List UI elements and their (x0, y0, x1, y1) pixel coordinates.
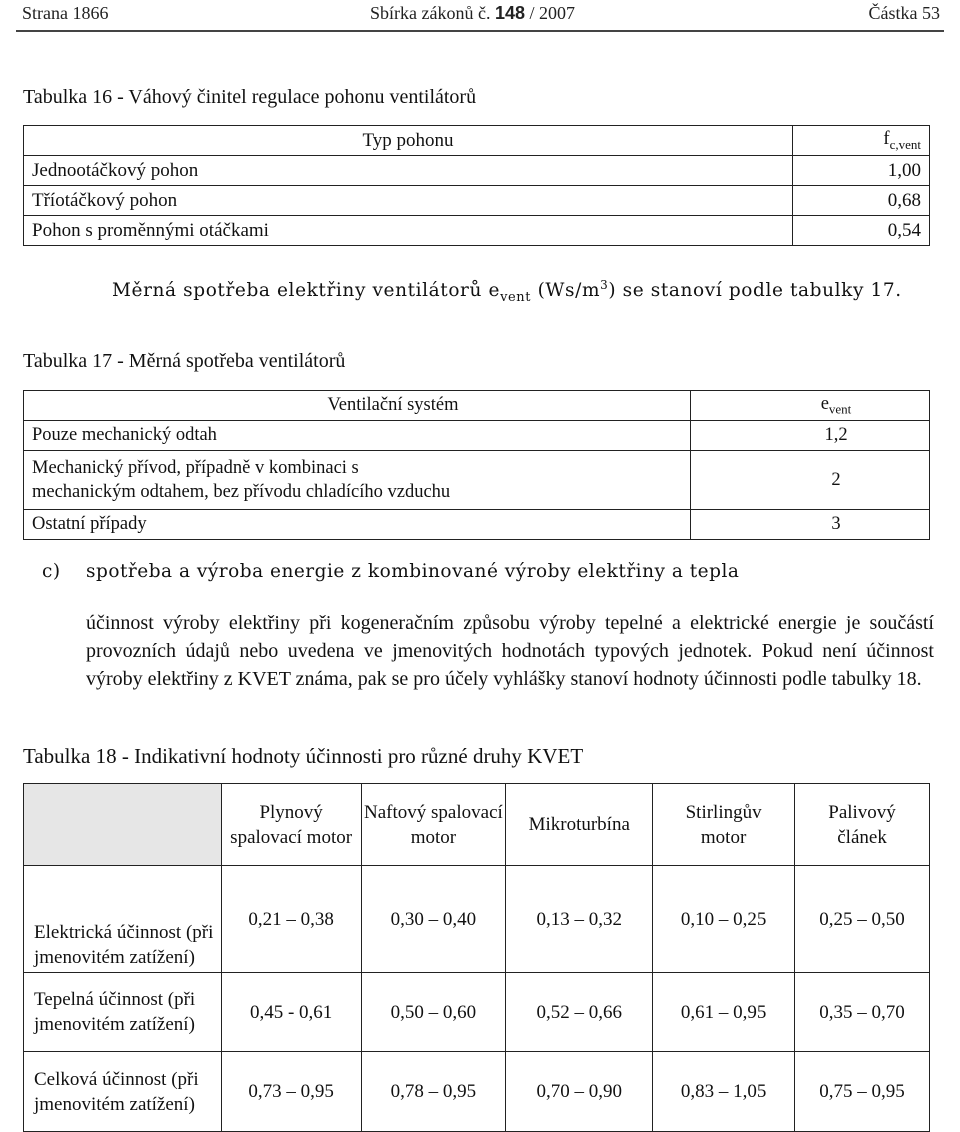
ventilator-paragraph (112, 270, 934, 313)
table-row (24, 866, 930, 973)
table-header-row (24, 391, 930, 421)
table16-col1-header: Typ pohonu (24, 126, 793, 156)
row-value: 2 (691, 451, 930, 510)
table17-col2-header (691, 391, 930, 421)
e-symbol: e (820, 393, 829, 414)
f-symbol: f (883, 128, 890, 150)
row-value: 0,25 – 0,50 (795, 866, 930, 973)
row-label: Mechanický přívod, případně v kombinaci s mechanickým odtahem, bez přívodu chladícího vzduchu (24, 451, 691, 510)
table16 (23, 125, 930, 246)
table-row (24, 216, 930, 246)
table18-corner-cell (24, 784, 222, 866)
table17-caption: Tabulka 17 - Měrná spotřeba ventilátorů (23, 350, 346, 372)
law-number: 148 (494, 3, 526, 23)
section-c-marker: c) (42, 561, 61, 582)
row-value: 1,2 (691, 421, 930, 451)
row-label: Ostatní případy (24, 510, 691, 540)
row-value: 0,52 – 0,66 (506, 973, 653, 1052)
table17 (23, 390, 930, 540)
row-value: 0,75 – 0,95 (795, 1052, 930, 1132)
row-label: Elektrická účinnost (při jmenovitém zatížení) (24, 866, 222, 973)
table18 (23, 783, 930, 1132)
row-value: 0,54 (793, 216, 930, 246)
row-value: 0,30 – 0,40 (361, 866, 506, 973)
table-row (24, 1052, 930, 1132)
table17-col1-header: Ventilační systém (24, 391, 691, 421)
row-value: 0,78 – 0,95 (361, 1052, 506, 1132)
para1-text-before: Měrná spotřeba elektřiny ventilátorů e (112, 280, 501, 302)
row-label: Tříotáčkový pohon (24, 186, 793, 216)
para1-subscript: vent (500, 289, 532, 305)
table-row (24, 973, 930, 1052)
e-subscript: vent (828, 401, 852, 417)
page-number: Strana 1866 (22, 3, 109, 23)
row-value: 0,50 – 0,60 (361, 973, 506, 1052)
row-value: 0,21 – 0,38 (221, 866, 361, 973)
law-year: / 2007 (525, 3, 576, 23)
table-row (24, 186, 930, 216)
para1-text-mid: (Ws/m (531, 280, 601, 302)
row-value: 0,68 (793, 186, 930, 216)
table-row (24, 451, 930, 510)
row-value: 0,70 – 0,90 (506, 1052, 653, 1132)
row-label: Tepelná účinnost (při jmenovitém zatížení) (24, 973, 222, 1052)
table18-header-diesel-engine: Naftový spalovací motor (361, 784, 506, 866)
table-row (24, 156, 930, 186)
table16-caption: Tabulka 16 - Váhový činitel regulace pohonu ventilátorů (23, 86, 477, 108)
row-value: 1,00 (793, 156, 930, 186)
row-label: Pouze mechanický odtah (24, 421, 691, 451)
row-value: 3 (691, 510, 930, 540)
table-header-row (24, 784, 930, 866)
table-row (24, 510, 930, 540)
para1-text-after: ) se stanoví podle tabulky 17. (608, 280, 902, 302)
section-c-title: spotřeba a výroba energie z kombinované výroby elektřiny a tepla (86, 561, 740, 582)
row-label: Pohon s proměnnými otáčkami (24, 216, 793, 246)
row-value: 0,13 – 0,32 (506, 866, 653, 973)
table16-col2-header (793, 126, 930, 156)
row-label: Celková účinnost (při jmenovitém zatížení) (24, 1052, 222, 1132)
table18-header-fuel-cell: Palivový článek (795, 784, 930, 866)
section-c-body: účinnost výroby elektřiny při kogeneračním způsobu výroby tepelné a elektrické energie je součástí provozních údajů nebo uvedena ve jmenovitých hodnotách typových jednotek. Pokud není účinnost výroby elektřiny z KVET známa, pak se pro účely vyhlášky stanoví hodnoty účinnosti podle tabulky 18. (86, 612, 934, 690)
row-label: Jednootáčkový pohon (24, 156, 793, 186)
row-value: 0,35 – 0,70 (795, 973, 930, 1052)
table18-header-microturbine: Mikroturbína (506, 784, 653, 866)
table-header-row (24, 126, 930, 156)
table18-header-gas-engine: Plynový spalovací motor (221, 784, 361, 866)
row-value: 0,73 – 0,95 (221, 1052, 361, 1132)
f-subscript: c,vent (889, 136, 921, 152)
table18-caption: Tabulka 18 - Indikativní hodnoty účinnosti pro různé druhy KVET (23, 744, 584, 768)
row-value: 0,61 – 0,95 (653, 973, 795, 1052)
collection-title (370, 3, 575, 24)
collection-prefix: Sbírka zákonů č. (370, 3, 495, 23)
table18-header-stirling-engine: Stirlingův motor (653, 784, 795, 866)
row-value: 0,45 - 0,61 (221, 973, 361, 1052)
para1-superscript: 3 (600, 278, 609, 292)
row-value: 0,10 – 0,25 (653, 866, 795, 973)
part-number: Částka 53 (868, 3, 940, 23)
page-header (16, 0, 944, 32)
row-value: 0,83 – 1,05 (653, 1052, 795, 1132)
table-row (24, 421, 930, 451)
